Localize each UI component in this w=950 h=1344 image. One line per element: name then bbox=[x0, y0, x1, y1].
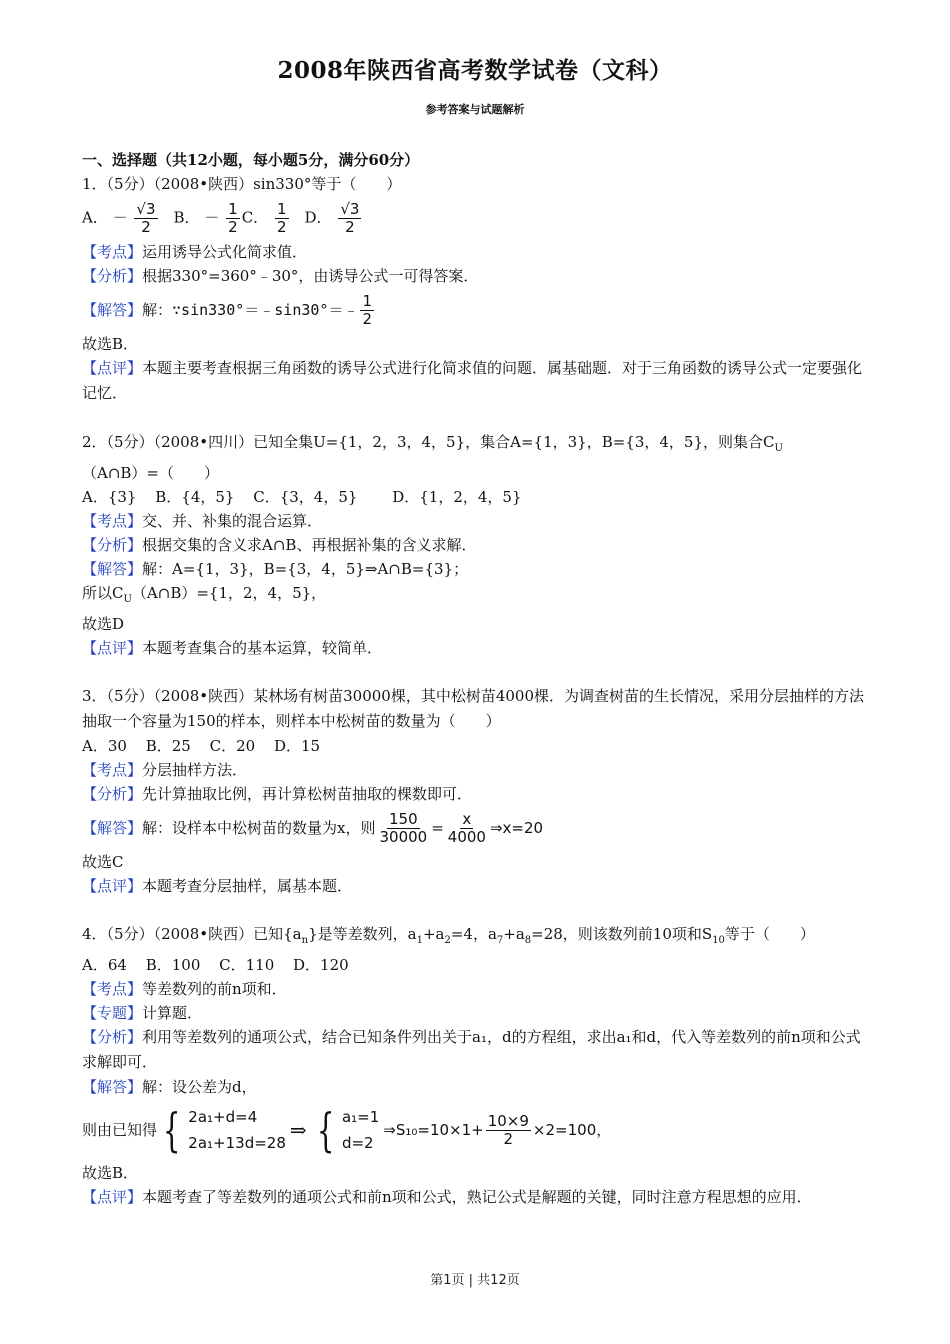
text: +a bbox=[503, 925, 525, 943]
option-c: C．{3，4，5} bbox=[253, 488, 358, 506]
equation-system-2 bbox=[311, 1104, 380, 1156]
option-label: B． bbox=[173, 208, 200, 226]
left-brace-icon: { bbox=[316, 1103, 335, 1157]
question-2 bbox=[82, 430, 872, 660]
option-c: C．20 bbox=[209, 737, 256, 755]
tag-jieda: 【解答】 bbox=[82, 560, 143, 578]
option-label: C． bbox=[241, 208, 269, 226]
subscript: 10 bbox=[712, 935, 725, 946]
option-a bbox=[82, 201, 160, 236]
fraction bbox=[275, 201, 289, 236]
question-stem: 1．（5分）（2008•陕西）sin330°等于（ ） bbox=[82, 175, 402, 193]
equation-system-row bbox=[82, 1099, 872, 1161]
numerator: 10×9 bbox=[487, 1111, 529, 1130]
subscript: 2 bbox=[444, 935, 451, 946]
dianping-row bbox=[82, 1185, 872, 1210]
answer-options bbox=[82, 734, 872, 758]
denominator: 2 bbox=[362, 309, 373, 328]
option-sign: － bbox=[204, 208, 220, 226]
kaodian-row bbox=[82, 977, 872, 1001]
fraction bbox=[360, 293, 374, 328]
tag-dianping: 【点评】 bbox=[82, 359, 143, 377]
zhuanti-text: 计算题． bbox=[142, 1004, 203, 1022]
question-3 bbox=[82, 684, 872, 898]
tag-kaodian: 【考点】 bbox=[82, 243, 143, 261]
dianping-row bbox=[82, 874, 872, 898]
numerator: x bbox=[462, 809, 472, 828]
jieda-row bbox=[82, 806, 872, 850]
option-d: D．{1，2，4，5} bbox=[392, 488, 522, 506]
equals: = bbox=[431, 819, 444, 837]
spacer bbox=[82, 898, 872, 922]
stem-text: 2．（5分）（2008•四川）已知全集U={1，2，3，4，5}，集合A={1，3}，B={3，4，5}，则集合C bbox=[82, 433, 775, 451]
fenxi-row bbox=[82, 533, 872, 557]
page-subtitle: 参考答案与试题解析 bbox=[425, 103, 525, 116]
conclusion: 故选B． bbox=[82, 1164, 139, 1182]
jieda-row bbox=[82, 288, 872, 332]
subscript: U bbox=[774, 443, 783, 454]
known-prefix: 则由已知得 bbox=[82, 1121, 158, 1139]
s10-suffix: ×2=100， bbox=[532, 1121, 612, 1139]
jieda-text: 解：A={1，3}，B={3，4，5}⇒A∩B={3}； bbox=[142, 560, 469, 578]
dianping-row bbox=[82, 636, 872, 660]
subscript: 1 bbox=[416, 935, 423, 946]
denominator: 2 bbox=[228, 217, 238, 236]
denominator: 30000 bbox=[379, 827, 428, 846]
option-d: D．15 bbox=[273, 737, 321, 755]
answer-options bbox=[82, 485, 872, 509]
text: =4，a bbox=[450, 925, 497, 943]
page-title: 2008年陕西省高考数学试卷（文科） bbox=[277, 57, 673, 84]
option-a: A．{3} bbox=[82, 488, 137, 506]
question-stem bbox=[82, 922, 872, 953]
spacer bbox=[82, 660, 872, 684]
fenxi-text: 先计算抽取比例，再计算松树苗抽取的棵数即可． bbox=[142, 785, 473, 803]
implies-arrow: ⇒ bbox=[289, 1118, 307, 1142]
tag-fenxi: 【分析】 bbox=[82, 785, 143, 803]
fenxi-row bbox=[82, 1025, 872, 1075]
equation-system-1 bbox=[157, 1104, 286, 1156]
jieda-prefix: 解： bbox=[142, 301, 173, 319]
tag-fenxi: 【分析】 bbox=[82, 267, 143, 285]
option-b: B．{4，5} bbox=[155, 488, 235, 506]
tag-fenxi: 【分析】 bbox=[82, 536, 143, 554]
system-lines bbox=[188, 1104, 286, 1156]
question-1 bbox=[82, 172, 872, 406]
text: 等于（ ） bbox=[724, 925, 815, 943]
kaodian-text: 运用诱导公式化简求值． bbox=[142, 243, 308, 261]
denominator: 4000 bbox=[447, 827, 486, 846]
kaodian-text: 等差数列的前n项和． bbox=[142, 980, 287, 998]
dianping-text: 本题主要考查根据三角函数的诱导公式进行化简求值的问题．属基础题．对于三角函数的诱导公式一定要强化记忆． bbox=[82, 359, 863, 402]
tag-jieda: 【解答】 bbox=[82, 1078, 143, 1096]
kaodian-text: 交、并、补集的混合运算． bbox=[142, 512, 323, 530]
fenxi-text: 根据330°=360°﹣30°，由诱导公式一可得答案． bbox=[142, 267, 479, 285]
subscript: 8 bbox=[524, 935, 532, 946]
question-stem bbox=[82, 430, 872, 461]
text: 所以C bbox=[82, 584, 124, 602]
numerator: √3 bbox=[136, 199, 156, 218]
option-a: A．64 bbox=[82, 956, 127, 974]
denominator: 2 bbox=[141, 217, 151, 236]
option-label: A． bbox=[82, 208, 108, 226]
fenxi-text: 根据交集的含义求A∩B、再根据补集的含义求解． bbox=[142, 536, 477, 554]
denominator: 2 bbox=[345, 217, 355, 236]
kaodian-row bbox=[82, 240, 872, 264]
zhuanti-row bbox=[82, 1001, 872, 1025]
fraction bbox=[226, 201, 240, 236]
subscript: 7 bbox=[496, 935, 504, 946]
dianping-row bbox=[82, 356, 872, 406]
subscript: U bbox=[123, 594, 132, 605]
section-heading: 一、选择题（共12小题，每小题5分，满分60分） bbox=[82, 151, 420, 169]
numerator: √3 bbox=[340, 199, 360, 218]
fenxi-row bbox=[82, 264, 872, 288]
subscript: n bbox=[301, 935, 309, 946]
fraction bbox=[338, 201, 361, 236]
fraction bbox=[486, 1113, 531, 1148]
tag-kaodian: 【考点】 bbox=[82, 980, 143, 998]
jieda-row bbox=[82, 1075, 872, 1099]
s10-prefix: ⇒S₁₀=10×1+ bbox=[383, 1121, 484, 1139]
tag-fenxi: 【分析】 bbox=[82, 1028, 143, 1046]
jieda-math: ∵sin330°＝﹣sin30°＝﹣ bbox=[172, 301, 359, 319]
option-d bbox=[305, 201, 364, 236]
system-lines bbox=[342, 1104, 379, 1156]
numerator: 1 bbox=[362, 291, 373, 310]
option-a: A．30 bbox=[82, 737, 127, 755]
equation: a₁=1 bbox=[341, 1108, 380, 1126]
answer-options bbox=[82, 196, 872, 240]
text: （A∩B）={1，2，4，5}， bbox=[131, 584, 327, 602]
fenxi-text: 利用等差数列的通项公式，结合已知条件列出关于a₁，d的方程组，求出a₁和d，代入等差数列的前n项和公式求解即可． bbox=[82, 1028, 861, 1071]
option-c: C．110 bbox=[219, 956, 275, 974]
tag-dianping: 【点评】 bbox=[82, 877, 143, 895]
conclusion: 故选D bbox=[82, 615, 125, 633]
option-b: B．100 bbox=[145, 956, 201, 974]
fenxi-row bbox=[82, 782, 872, 806]
option-sign: － bbox=[112, 208, 128, 226]
question-stem-cont: （A∩B）=（ ） bbox=[82, 464, 219, 482]
document-body bbox=[82, 148, 872, 1210]
text: 4．（5分）（2008•陕西）已知{a bbox=[82, 925, 302, 943]
jieda-result: ⇒x=20 bbox=[489, 819, 544, 837]
answer-options bbox=[82, 953, 872, 977]
equation: d=2 bbox=[341, 1134, 374, 1152]
tag-dianping: 【点评】 bbox=[82, 1188, 143, 1206]
option-c bbox=[242, 201, 291, 236]
kaodian-row bbox=[82, 758, 872, 782]
equation: 2a₁+13d=28 bbox=[188, 1134, 286, 1152]
conclusion: 故选C bbox=[82, 853, 124, 871]
spacer bbox=[82, 406, 872, 430]
kaodian-text: 分层抽样方法． bbox=[142, 761, 248, 779]
text: =28，则该数列前10项和S bbox=[531, 925, 713, 943]
denominator: 2 bbox=[503, 1129, 514, 1148]
option-d: D．120 bbox=[293, 956, 349, 974]
denominator: 2 bbox=[276, 217, 287, 236]
left-brace-icon: { bbox=[162, 1103, 181, 1157]
dianping-text: 本题考查了等差数列的通项公式和前n项和公式，熟记公式是解题的关键，同时注意方程思想的应用． bbox=[142, 1188, 812, 1206]
jieda-continuation bbox=[82, 581, 872, 612]
option-b: B．25 bbox=[145, 737, 191, 755]
equation: 2a₁+d=4 bbox=[188, 1108, 258, 1126]
text: +a bbox=[422, 925, 445, 943]
kaodian-row bbox=[82, 509, 872, 533]
question-stem: 3．（5分）（2008•陕西）某林场有树苗30000棵，其中松树苗4000棵．为调查树苗的生长情况，采用分层抽样的方法抽取一个容量为150的样本，则样本中松树苗的数量为（ ） bbox=[82, 687, 865, 730]
fraction bbox=[134, 201, 157, 236]
numerator: 1 bbox=[228, 199, 238, 218]
jieda-row bbox=[82, 557, 872, 581]
tag-jieda: 【解答】 bbox=[82, 301, 143, 319]
tag-jieda: 【解答】 bbox=[82, 819, 143, 837]
jieda-text: 解：设公差为d， bbox=[142, 1078, 257, 1096]
text: }是等差数列，a bbox=[308, 925, 417, 943]
conclusion: 故选B． bbox=[82, 335, 139, 353]
jieda-prefix: 解：设样本中松树苗的数量为x，则 bbox=[142, 819, 376, 837]
fraction bbox=[446, 811, 488, 846]
tag-kaodian: 【考点】 bbox=[82, 761, 143, 779]
numerator: 1 bbox=[276, 199, 287, 218]
numerator: 150 bbox=[389, 809, 418, 828]
page-footer: 第1页 | 共12页 bbox=[430, 1273, 520, 1288]
tag-zhuanti: 【专题】 bbox=[82, 1004, 143, 1022]
fraction bbox=[377, 811, 429, 846]
option-b bbox=[174, 201, 242, 236]
dianping-text: 本题考查集合的基本运算，较简单． bbox=[142, 639, 383, 657]
dianping-text: 本题考查分层抽样，属基本题． bbox=[142, 877, 353, 895]
question-4 bbox=[82, 922, 872, 1210]
option-label: D． bbox=[304, 208, 332, 226]
tag-dianping: 【点评】 bbox=[82, 639, 143, 657]
tag-kaodian: 【考点】 bbox=[82, 512, 143, 530]
